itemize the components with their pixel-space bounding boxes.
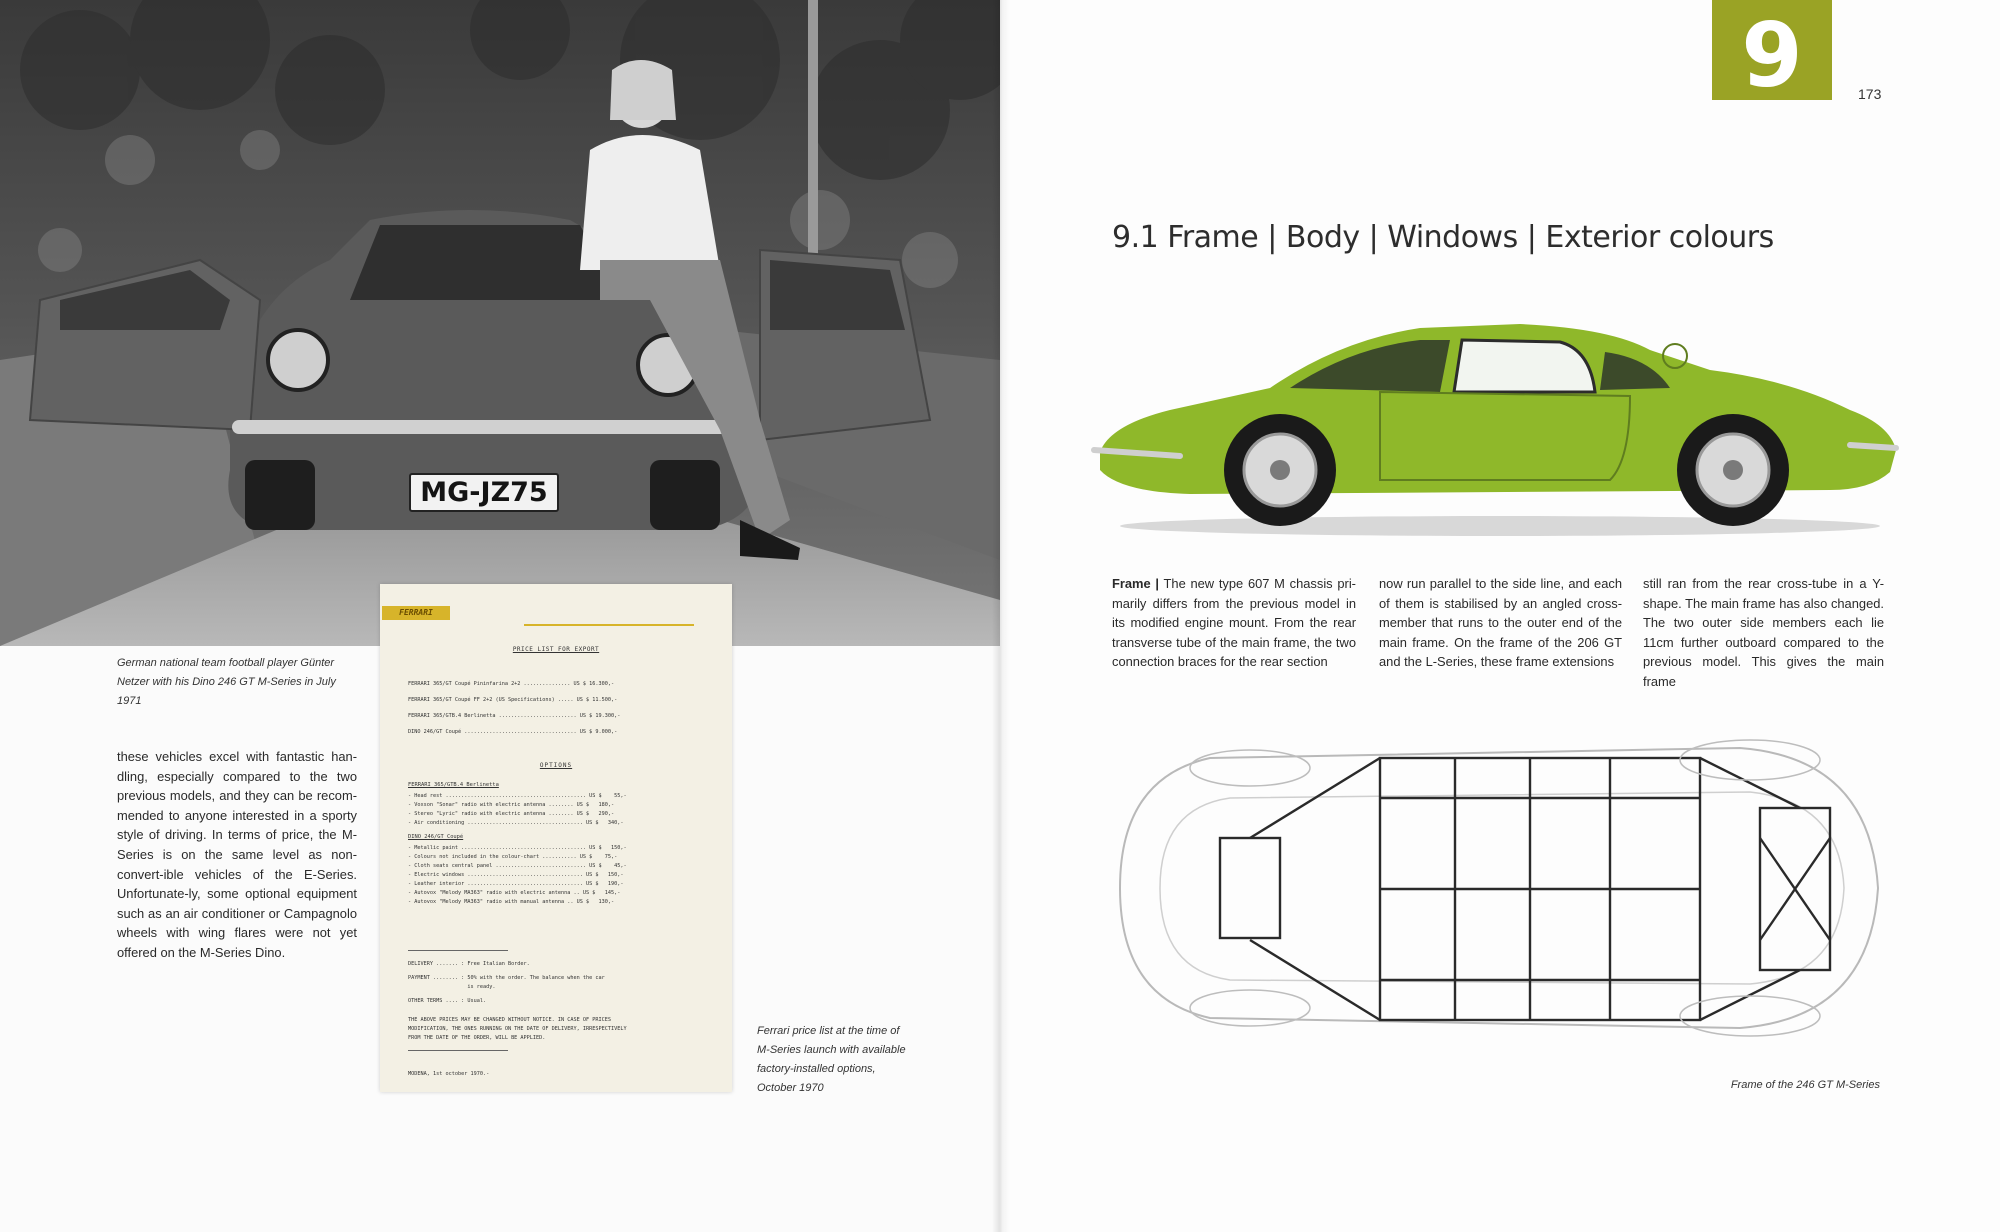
license-plate: MG-JZ75	[409, 473, 559, 512]
model-line: FERRARI 365/GTB.4 Berlinetta ......................... US $ 19.300,-	[408, 713, 621, 719]
body-column-2: now run parallel to the side line, and each of them is stabilised by an angled cross-member that runs to the outer end of the main frame. On the frame of the 206 GT and the L-Series, these frame extensions	[1379, 576, 1622, 670]
model-line: DINO 246/GT Coupé .................................... US $ 9.000,-	[408, 729, 618, 735]
chassis-frame-drawing-icon	[1100, 718, 1890, 1058]
rear-wheel-icon	[1677, 414, 1789, 526]
historic-photo	[0, 0, 1000, 646]
model-line: FERRARI 365/GT Coupé FF 2+2 (US Specifications) ..... US $ 11.500,-	[408, 697, 618, 703]
frame-caption: Frame of the 246 GT M-Series	[1730, 1079, 1880, 1091]
doc-divider	[408, 950, 508, 951]
option-line: - Autovox "Melody MA363" radio with electric antenna .. US $ 145,-	[408, 890, 621, 896]
photo-caption: German national team football player Günter Netzer with his Dino 246 GT M-Series in July 1971	[117, 657, 336, 707]
option-line: - Air conditioning ..................................... US $ 340,-	[408, 820, 624, 826]
options-heading: OPTIONS	[539, 762, 573, 769]
lead-in: Frame |	[1112, 576, 1160, 591]
photo-scene-icon	[0, 0, 1000, 646]
section-title: 9.1 Frame | Body | Windows | Exterior colours	[1112, 220, 1774, 255]
option-group-title: FERRARI 365/GTB.4 Berlinetta	[408, 782, 499, 788]
price-list-document	[380, 584, 732, 1092]
column-1-text: The new type 607 M chassis pri-marily differs from the previous model in its modified engine mount. From the rear transverse tube of the main frame, the two connection braces for the rear section	[1112, 576, 1356, 670]
price-list-title: PRICE LIST FOR EXPORT	[512, 646, 600, 653]
notice-line: THE ABOVE PRICES MAY BE CHANGED WITHOUT NOTICE. IN CASE OF PRICES	[408, 1017, 612, 1023]
option-group-title: DINO 246/GT Coupé	[408, 834, 464, 840]
chapter-tab	[1712, 0, 1832, 107]
model-line: FERRARI 365/GT Coupé Pininfarina 2+2 ............... US $ 16.300,-	[408, 681, 615, 687]
price-list-caption: Ferrari price list at the time of M-Series launch with available factory-installed options, October 1970	[757, 1025, 906, 1094]
option-line: - Cloth seats central panel ............................. US $ 45,-	[408, 863, 627, 869]
ferrari-logo: FERRARI	[382, 606, 450, 620]
terms-line: DELIVERY ....... : Free Italian Border.	[408, 961, 530, 967]
doc-header-rule	[524, 624, 694, 626]
option-line: - Colours not included in the colour-chart ........... US $ 75,-	[408, 854, 618, 860]
front-wheel-icon	[1224, 414, 1336, 526]
option-line: - Electric windows ..................................... US $ 150,-	[408, 872, 624, 878]
terms-line: is ready.	[408, 984, 496, 990]
option-line: - Autovox "Melody MA363" radio with manual antenna .. US $ 130,-	[408, 899, 615, 905]
option-line: - Leather interior ..................................... US $ 190,-	[408, 881, 624, 887]
chapter-number: 9	[1741, 4, 1803, 107]
left-body-text: these vehicles excel with fantastic han-dling, especially compared to the two previous models, and they can be recom-mended to anyone interested in a sporty style of driving. In terms of price, the M-Series is on the same level as non-convert-ible vehicles of the E-Series. Unfortunate-ly, some optional equipment such as an air conditioner or Campagnolo wheels with wing flares were not yet offered on the M-Series Dino.	[117, 749, 357, 960]
body-column-1	[1112, 574, 1356, 672]
notice-line: FROM THE DATE OF THE ORDER, WILL BE APPLIED.	[408, 1035, 546, 1041]
option-line: - Head rest ............................................. US $ 55,-	[408, 793, 627, 799]
terms-line: PAYMENT ........ : 50% with the order. The balance when the car	[408, 975, 605, 981]
page-number: 173	[1858, 86, 1882, 102]
notice-line: MODIFICATION, THE ONES RUNNING ON THE DATE OF DELIVERY, IRRESPECTIVELY	[408, 1026, 627, 1032]
green-car-icon	[1090, 300, 1910, 540]
book-gutter	[992, 0, 1010, 1232]
option-line: - Voxson "Sonar" radio with electric antenna ........ US $ 180,-	[408, 802, 615, 808]
body-column-3: still ran from the rear cross-tube in a Y-shape. The main frame has also changed. The two outer side members each lie 11cm further outboard compared to the previous model. This gives the main frame	[1643, 576, 1884, 689]
doc-divider	[408, 1050, 508, 1051]
option-line: - Metallic paint ........................................ US $ 150,-	[408, 845, 627, 851]
option-line: - Stereo "Lyric" radio with electric antenna ........ US $ 290,-	[408, 811, 615, 817]
terms-line: OTHER TERMS .... : Usual.	[408, 998, 487, 1004]
doc-date: MODENA, 1st october 1970.-	[408, 1071, 490, 1077]
